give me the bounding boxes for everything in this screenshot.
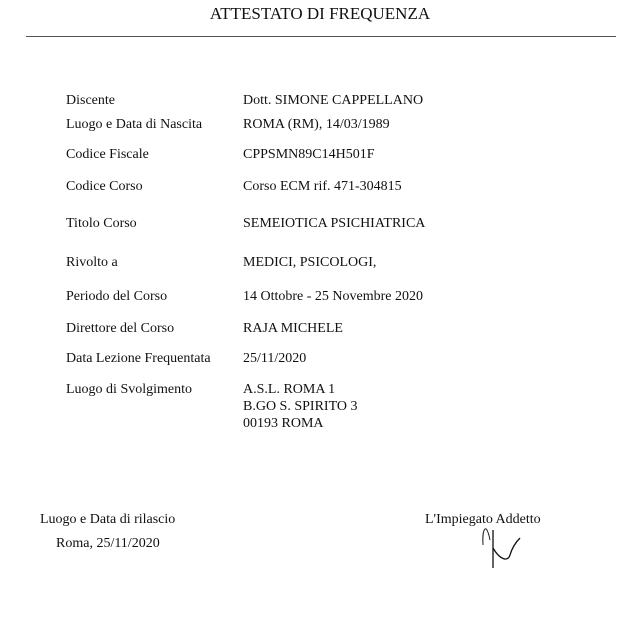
title-divider	[26, 36, 616, 37]
field-value: 14 Ottobre - 25 Novembre 2020	[243, 289, 424, 304]
document-title: ATTESTATO DI FREQUENZA	[209, 4, 431, 23]
field-value: 25/11/2020	[243, 351, 307, 366]
field-label: Titolo Corso	[66, 216, 137, 231]
field-label: Codice Corso	[66, 179, 143, 194]
field-value: 00193 ROMA	[243, 416, 324, 431]
field-label: Luogo di Svolgimento	[66, 382, 192, 397]
field-value: RAJA MICHELE	[243, 321, 343, 336]
field-value: B.GO S. SPIRITO 3	[243, 399, 358, 414]
field-value: Corso ECM rif. 471-304815	[243, 179, 402, 194]
field-value: A.S.L. ROMA 1	[243, 382, 336, 397]
field-value: Dott. SIMONE CAPPELLANO	[243, 93, 424, 108]
field-label: Discente	[66, 93, 115, 108]
field-value: MEDICI, PSICOLOGI,	[243, 255, 377, 270]
issue-value: Roma, 25/11/2020	[56, 536, 160, 551]
issue-label: Luogo e Data di rilascio	[40, 512, 176, 527]
field-label: Rivolto a	[66, 255, 118, 270]
signature-icon	[478, 510, 528, 570]
signer-label: L'Impiegato Addetto	[425, 512, 541, 527]
field-value: ROMA (RM), 14/03/1989	[243, 117, 390, 132]
field-value: CPPSMN89C14H501F	[243, 147, 375, 162]
field-label: Data Lezione Frequentata	[66, 351, 211, 366]
field-label: Luogo e Data di Nascita	[66, 117, 203, 132]
field-value: SEMEIOTICA PSICHIATRICA	[243, 216, 426, 231]
field-label: Codice Fiscale	[66, 147, 149, 162]
field-label: Periodo del Corso	[66, 289, 168, 304]
field-label: Direttore del Corso	[66, 321, 175, 336]
